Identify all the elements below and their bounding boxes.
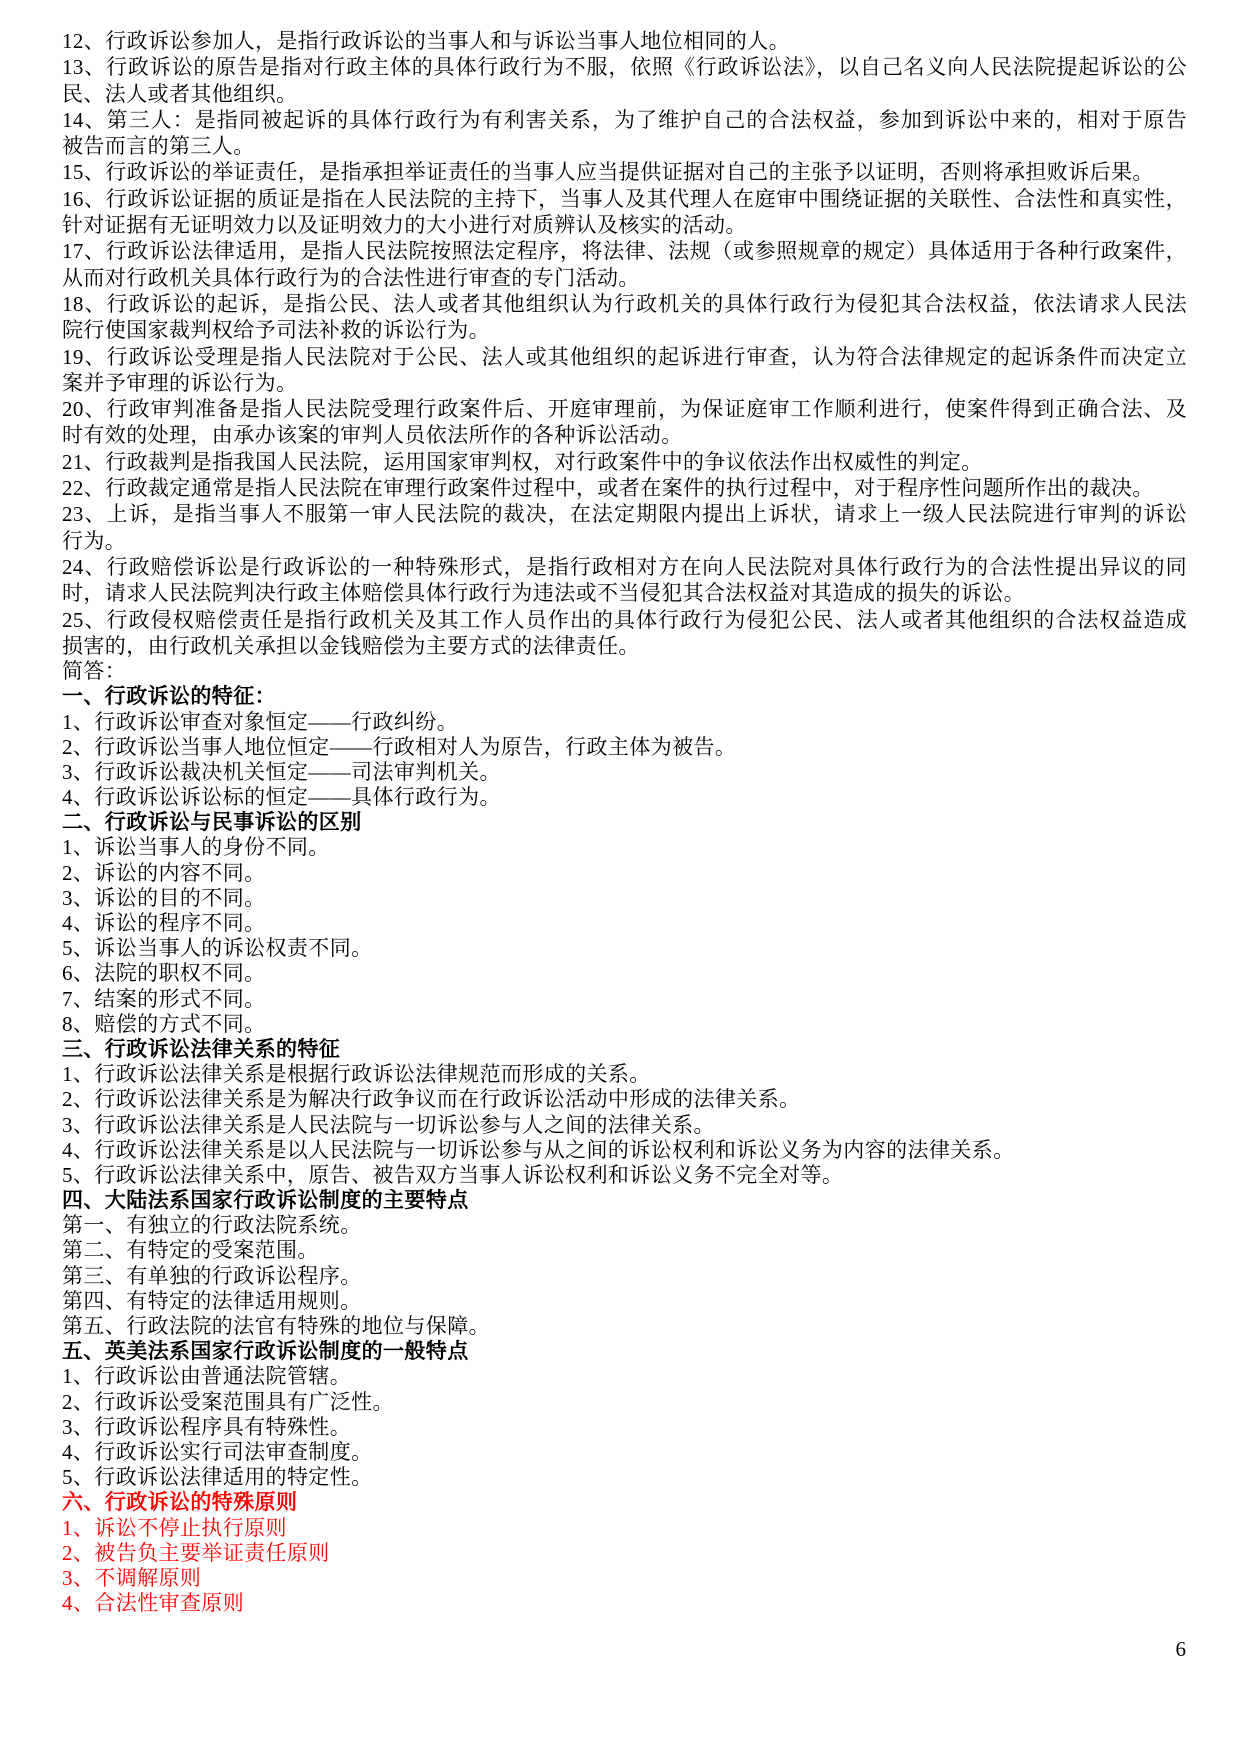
list-item: 1、行政诉讼审查对象恒定——行政纠纷。 [62,709,459,734]
definition-line: 14、第三人：是指同被起诉的具体行政行为有利害关系，为了维护自己的合法权益，参加到诉讼中来的，相对于原告 [62,107,1187,132]
list-item: 5、行政诉讼法律关系中，原告、被告双方当事人诉讼权利和诉讼义务不完全对等。 [62,1162,844,1187]
list-item: 1、诉讼当事人的身份不同。 [62,835,330,860]
section-heading: 六、行政诉讼的特殊原则 [62,1490,298,1515]
section-common-law [62,1339,1187,1490]
definition-line: 损害的，由行政机关承担以金钱赔偿为主要方式的法律责任。 [62,633,640,658]
definition-line: 20、行政审判准备是指人民法院受理行政案件后、开庭审理前，为保证庭审工作顺利进行，使案件得到正确合法、及 [62,397,1187,422]
list-item: 3、行政诉讼程序具有特殊性。 [62,1414,352,1439]
definition-line: 23、上诉，是指当事人不服第一审人民法院的裁决，在法定期限内提出上诉状，请求上一级人民法院进行审判的诉讼 [62,502,1187,527]
definition-line: 针对证据有无证明效力以及证明效力的大小进行对质辨认及核实的活动。 [62,213,747,238]
section-features [62,684,1187,810]
definition-line: 15、行政诉讼的举证责任，是指承担举证责任的当事人应当提供证据对自己的主张予以证明，否则将承担败诉后果。 [62,160,1154,185]
definition-19 [62,344,1187,397]
definition-12 [62,28,1187,54]
definition-line: 从而对行政机关具体行政行为的合法性进行审查的专门活动。 [62,265,640,290]
section-heading: 四、大陆法系国家行政诉讼制度的主要特点 [62,1188,469,1213]
list-item: 4、行政诉讼实行司法审查制度。 [62,1439,373,1464]
list-item: 4、诉讼的程序不同。 [62,911,266,935]
list-item: 8、赔偿的方式不同。 [62,1011,266,1036]
list-item: 第四、有特定的法律适用规则。 [62,1288,362,1313]
list-item: 第五、行政法院的法官有特殊的地位与保障。 [62,1314,490,1338]
list-item: 1、行政诉讼法律关系是根据行政诉讼法律规范而形成的关系。 [62,1062,651,1087]
list-item: 2、行政诉讼法律关系是为解决行政争议而在行政诉讼活动中形成的法律关系。 [62,1087,801,1112]
definition-line: 17、行政诉讼法律适用，是指人民法院按照法定程序，将法律、法规（或参照规章的规定）具体适用于各种行政案件， [62,239,1187,264]
list-item: 第一、有独立的行政法院系统。 [62,1213,362,1238]
definition-22 [62,475,1187,501]
definition-line: 19、行政诉讼受理是指人民法院对于公民、法人或其他组织的起诉进行审查，认为符合法律规定的起诉条件而决定立 [62,344,1187,369]
list-item: 1、诉讼不停止执行原则 [62,1515,287,1540]
definition-line: 13、行政诉讼的原告是指对行政主体的具体行政行为不服，依照《行政诉讼法》，以自己名义向人民法院提起诉讼的公 [62,55,1187,80]
definition-line: 时有效的处理，由承办该案的审判人员依法所作的各种诉讼活动。 [62,423,683,448]
definition-18 [62,291,1187,344]
definition-line: 22、行政裁定通常是指人民法院在审理行政案件过程中，或者在案件的执行过程中，对于程序性问题所作出的裁决。 [62,476,1154,501]
section-differences [62,810,1187,1037]
definition-line: 行为。 [62,528,127,553]
list-item: 6、法院的职权不同。 [62,961,266,986]
definition-line: 21、行政裁判是指我国人民法院，运用国家审判权，对行政案件中的争议依法作出权威性的判定。 [62,449,983,474]
definition-14 [62,107,1187,160]
list-item: 第三、有单独的行政诉讼程序。 [62,1263,362,1288]
list-item: 2、行政诉讼当事人地位恒定——行政相对人为原告，行政主体为被告。 [62,734,737,759]
definition-23 [62,501,1187,554]
definition-17 [62,238,1187,291]
definition-25 [62,607,1187,660]
definition-line: 24、行政赔偿诉讼是行政诉讼的一种特殊形式，是指行政相对方在向人民法院对具体行政行为的合法性提出异议的同 [62,554,1187,579]
definition-line: 16、行政诉讼证据的质证是指在人民法院的主持下，当事人及其代理人在庭审中围绕证据的关联性、合法性和真实性， [62,186,1187,211]
page-body [62,28,1187,1616]
definition-line: 案并予审理的诉讼行为。 [62,370,298,395]
list-item: 4、行政诉讼诉讼标的恒定——具体行政行为。 [62,785,501,810]
definition-20 [62,396,1187,449]
definition-24 [62,554,1187,607]
list-item: 3、诉讼的目的不同。 [62,885,266,910]
section-heading: 一、行政诉讼的特征： [62,684,276,709]
definition-line: 院行使国家裁判权给予司法补救的诉讼行为。 [62,318,490,343]
definition-line: 时，请求人民法院判决行政主体赔偿具体行政行为违法或不当侵犯其合法权益对其造成的损失的诉讼。 [62,581,1025,606]
page-number: 6 [1175,1637,1186,1661]
list-item: 3、行政诉讼法律关系是人民法院与一切诉讼参与人之间的法律关系。 [62,1112,715,1137]
definition-line: 25、行政侵权赔偿责任是指行政机关及其工作人员作出的具体行政行为侵犯公民、法人或者其他组织的合法权益造成 [62,607,1187,632]
list-item: 4、合法性审查原则 [62,1591,245,1616]
section-special-principles [62,1490,1187,1616]
definition-line: 12、行政诉讼参加人，是指行政诉讼的当事人和与诉讼当事人地位相同的人。 [62,29,790,53]
short-answer-area [62,659,1187,1616]
definition-line: 民、法人或者其他组织。 [62,81,298,106]
list-item: 5、行政诉讼法律适用的特定性。 [62,1465,373,1490]
definitions-list [62,28,1187,659]
definition-line: 18、行政诉讼的起诉，是指公民、法人或者其他组织认为行政机关的具体行政行为侵犯其合法权益，依法请求人民法 [62,291,1187,316]
list-item: 7、结案的形式不同。 [62,986,266,1011]
definition-21 [62,449,1187,475]
definition-15 [62,159,1187,185]
definition-16 [62,186,1187,239]
list-item: 2、诉讼的内容不同。 [62,860,266,885]
section-heading: 二、行政诉讼与民事诉讼的区别 [62,810,362,835]
list-item: 第二、有特定的受案范围。 [62,1238,319,1263]
list-item: 3、不调解原则 [62,1565,202,1590]
section-legal-relations [62,1037,1187,1188]
short-answer-label: 简答： [62,659,127,684]
list-item: 2、行政诉讼受案范围具有广泛性。 [62,1389,394,1414]
list-item: 5、诉讼当事人的诉讼权责不同。 [62,936,373,961]
definition-13 [62,54,1187,107]
list-item: 2、被告负主要举证责任原则 [62,1540,330,1565]
list-item: 4、行政诉讼法律关系是以人民法院与一切诉讼参与从之间的诉讼权利和诉讼义务为内容的法律关系。 [62,1137,1015,1162]
section-heading: 三、行政诉讼法律关系的特征 [62,1036,341,1061]
section-heading: 五、英美法系国家行政诉讼制度的一般特点 [62,1339,469,1364]
definition-line: 被告而言的第三人。 [62,134,255,159]
list-item: 3、行政诉讼裁决机关恒定——司法审判机关。 [62,759,501,784]
list-item: 1、行政诉讼由普通法院管辖。 [62,1364,352,1389]
section-continental-law [62,1188,1187,1339]
